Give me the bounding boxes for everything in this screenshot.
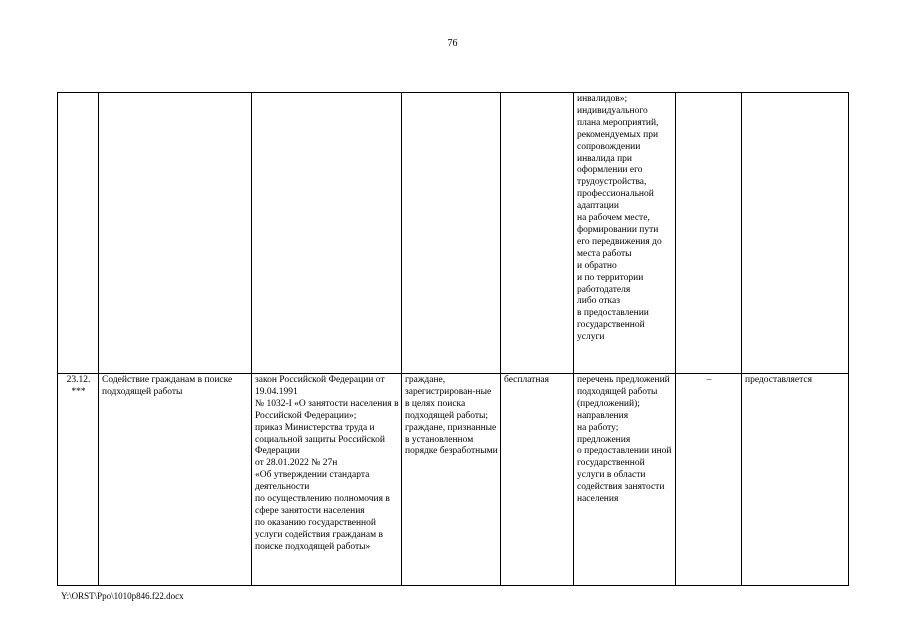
footer-file-path: Y:\ORST\Ppo\1010p846.f22.docx (61, 591, 184, 601)
page-number: 76 (447, 38, 458, 49)
cost-cell: бесплатная (501, 374, 574, 586)
services-table (57, 92, 849, 586)
table-row (58, 93, 849, 374)
status-cell: предоставляется (742, 374, 849, 586)
service-number-cell (58, 93, 99, 374)
service-name-cell: Содействие гражданам в поиске подходящей работы (99, 374, 252, 586)
service-number-cell: 23.12. *** (58, 374, 99, 586)
term-cell (676, 93, 742, 374)
cost-cell (501, 93, 574, 374)
legal-basis-cell (252, 93, 402, 374)
term-cell: – (676, 374, 742, 586)
status-cell (742, 93, 849, 374)
service-name-cell (99, 93, 252, 374)
legal-basis-cell: закон Российской Федерации от 19.04.1991 № 1032-I «О занятости населения в Российской Федерации»; приказ Министерства труда и социальной защиты Российской Федерации от 28.01.2022 № 27н «Об утверждении стандарта деятельности по осуществлению полномочия в сфере занятости населения по оказанию государственной услуги содействия гражданам в поиске подходящей работы» (252, 374, 402, 586)
table-row (58, 374, 849, 586)
result-cell: перечень предложений подходящей работы (предложений); направления на работу; предложения о предоставлении иной государственной услуги в области содействия занятости населения (574, 374, 676, 586)
recipients-cell: граждане, зарегистрирован-ные в целях поиска подходящей работы; граждане, признанные в установленном порядке безработными (402, 374, 501, 586)
recipients-cell (402, 93, 501, 374)
result-cell: инвалидов»; индивидуального плана мероприятий, рекомендуемых при сопровождении инвалида при оформлении его трудоустройства, профессиональной адаптации на рабочем месте, формировании пути его передвижения до места работы и обратно и по территории работодателя либо отказ в предоставлении государственной услуги (574, 93, 676, 374)
